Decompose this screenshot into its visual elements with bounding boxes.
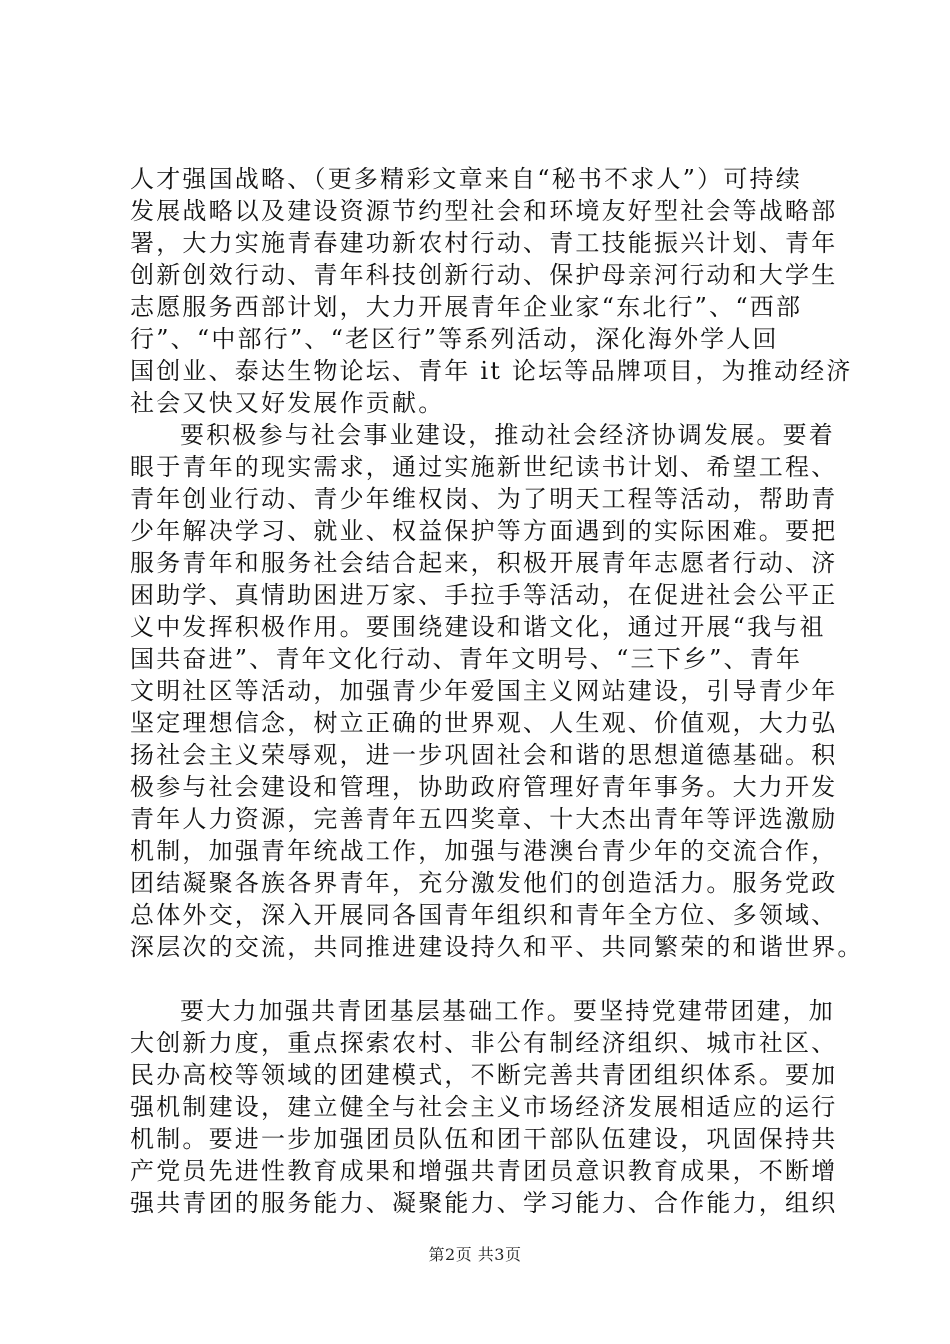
text-line: 机制。要进一步加强团员队伍和团干部队伍建设，巩固保持共 [130, 1125, 838, 1153]
text-line: 极参与社会建设和管理，协助政府管理好青年事务。大力开发 [130, 773, 838, 801]
text-line: 大创新力度，重点探索农村、非公有制经济组织、城市社区、 [130, 1029, 838, 1057]
page-footer: 第2页 共3页 [428, 1245, 522, 1264]
text-line: 扬社会主义荣辱观，进一步巩固社会和谐的思想道德基础。积 [130, 741, 838, 769]
text-line: 眼于青年的现实需求，通过实施新世纪读书计划、希望工程、 [130, 453, 838, 481]
text-line: 服务青年和服务社会结合起来，积极开展青年志愿者行动、济 [130, 549, 838, 577]
text-line: 深层次的交流，共同推进建设持久和平、共同繁荣的和谐世界。 [130, 933, 864, 961]
text-line: 文明社区等活动，加强青少年爱国主义网站建设，引导青少年 [130, 677, 838, 705]
text-line: 义中发挥积极作用。要围绕建设和谐文化，通过开展“我与祖 [130, 613, 826, 641]
text-line: 强共青团的服务能力、凝聚能力、学习能力、合作能力，组织 [130, 1189, 838, 1217]
document-body [130, 163, 864, 1219]
paragraph-first-line: 要大力加强共青团基层基础工作。要坚持党建带团建，加 [180, 997, 835, 1025]
text-line: 发展战略以及建设资源节约型社会和环境友好型社会等战略部 [130, 197, 838, 225]
text-line: 总体外交，深入开展同各国青年组织和青年全方位、多领域、 [130, 901, 838, 929]
text-line: 志愿服务西部计划，大力开展青年企业家“东北行”、“西部 [130, 293, 803, 321]
text-line: 创新创效行动、青年科技创新行动、保护母亲河行动和大学生 [130, 261, 838, 289]
text-line: 坚定理想信念，树立正确的世界观、人生观、价值观，大力弘 [130, 709, 838, 737]
text-line: 机制，加强青年统战工作，加强与港澳台青少年的交流合作， [130, 837, 838, 865]
text-line: 国共奋进”、青年文化行动、青年文明号、“三下乡”、青年 [130, 645, 803, 673]
text-line: 人才强国战略、（更多精彩文章来自“秘书不求人”）可持续 [130, 165, 802, 193]
text-line: 署，大力实施青春建功新农村行动、青工技能振兴计划、青年 [130, 229, 838, 257]
text-line: 国创业、泰达生物论坛、青年 it 论坛等品牌项目，为推动经济 [130, 357, 853, 385]
text-line: 困助学、真情助困进万家、手拉手等活动，在促进社会公平正 [130, 581, 838, 609]
text-line: 产党员先进性教育成果和增强共青团员意识教育成果，不断增 [130, 1157, 838, 1185]
text-line: 社会又快又好发展作贡献。 [130, 389, 445, 417]
paragraph-first-line: 要积极参与社会事业建设，推动社会经济协调发展。要着 [180, 421, 835, 449]
text-line: 青年创业行动、青少年维权岗、为了明天工程等活动，帮助青 [130, 485, 838, 513]
text-line: 民办高校等领域的团建模式，不断完善共青团组织体系。要加 [130, 1061, 838, 1089]
text-line: 团结凝聚各族各界青年，充分激发他们的创造活力。服务党政 [130, 869, 838, 897]
text-line [130, 963, 830, 995]
text-line: 青年人力资源，完善青年五四奖章、十大杰出青年等评选激励 [130, 805, 838, 833]
text-line: 强机制建设，建立健全与社会主义市场经济发展相适应的运行 [130, 1093, 838, 1121]
text-line: 少年解决学习、就业、权益保护等方面遇到的实际困难。要把 [130, 517, 838, 545]
text-line: 行”、“中部行”、“老区行”等系列活动，深化海外学人回 [130, 325, 779, 353]
